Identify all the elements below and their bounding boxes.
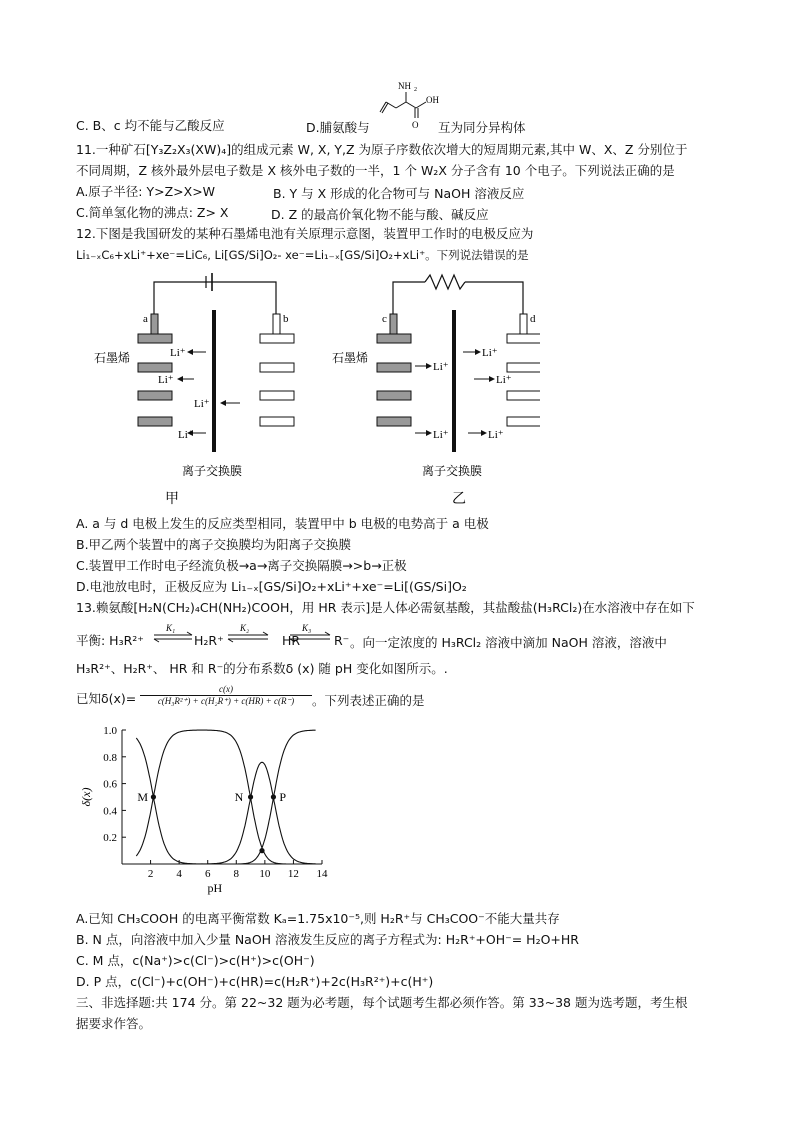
point-marker (271, 794, 276, 799)
y-axis-label: δ(x) (79, 787, 93, 807)
q13-species-hr: HR (282, 633, 301, 648)
li-jia-2: Li⁺ (158, 374, 174, 386)
q10-option-c: C. B、c 均不能与乙酸反应 (76, 118, 225, 133)
y-tick-label: 0.8 (103, 751, 117, 764)
series-line-3 (136, 762, 315, 864)
x-tick-label: 14 (316, 868, 328, 880)
li-yi-1: Li⁺ (433, 361, 449, 373)
q10-option-d: D.脯氨酸与 (306, 120, 370, 135)
graphene-label-yi: 石墨烯 (332, 351, 369, 365)
distribution-chart (76, 716, 336, 906)
q11-stem-1: 11.一种矿石[Y₃Z₂X₃(XW)₄]的组成元素 W, X, Y,Z 为原子序数依次增大的短周期元素,其中 W、X、Z 分别位于 (76, 142, 688, 157)
membrane-label-jia: 离子交换膜 (182, 464, 243, 478)
equilibrium-arrows (150, 622, 340, 652)
q13-option-a: A.已知 CH₃COOH 的电离平衡常数 Kₐ=1.75x10⁻⁵,则 H₂R⁺与 CH₃COO⁻不能大量共存 (76, 911, 560, 926)
nh2-sub: 2 (414, 87, 417, 93)
li-yi-3: Li⁺ (496, 374, 512, 386)
li-yi-4: Li⁺ (433, 429, 449, 441)
q13-option-d: D. P 点，c(Cl⁻)+c(OH⁻)+c(HR)=c(H₂R⁺)+2c(H₃R²⁺)+c(H⁺) (76, 974, 434, 989)
q13-option-c: C. M 点，c(Na⁺)>c(Cl⁻)>c(H⁺)>c(OH⁻) (76, 953, 315, 968)
x-tick-label: 4 (176, 868, 182, 880)
q12-stem-1: 12.下图是我国研发的某种石墨烯电池有关原理示意图，装置甲工作时的电极反应为 (76, 226, 534, 241)
molecule-structure (372, 78, 442, 134)
device-jia (138, 273, 294, 452)
device-yi (377, 275, 540, 452)
x-tick-label: 8 (233, 868, 240, 880)
q11-option-d: D. Z 的最高价氧化物不能与酸、碱反应 (271, 207, 489, 222)
q11-option-b: B. Y 与 X 形成的化合物可与 NaOH 溶液反应 (273, 186, 525, 201)
label-d: d (530, 313, 536, 325)
fraction-denominator: c(H₃R²⁺) + c(H₂R⁺) + c(HR) + c(R⁻) (157, 696, 295, 706)
point-marker (248, 794, 253, 799)
li-yi-5: Li⁺ (488, 429, 504, 441)
q12-option-a: A. a 与 d 电极上发生的反应类型相同，装置甲中 b 电极的电势高于 a 电极 (76, 516, 489, 531)
q10-option-d-tail: 互为同分异构体 (438, 120, 526, 135)
y-tick-label: 0.4 (103, 805, 117, 818)
y-tick-label: 1.0 (103, 725, 117, 737)
series-line-2 (136, 730, 315, 864)
q11-option-c: C.简单氢化物的沸点: Z> X (76, 205, 229, 220)
li-jia-3: Li⁺ (194, 398, 210, 410)
x-tick-label: 6 (204, 868, 211, 880)
q11-stem-2: 不同周期，Z 核外最外层电子数是 X 核外电子数的一半，1 个 W₂X 分子含有 10 个电子。下列说法正确的是 (76, 163, 675, 178)
o-label: O (412, 120, 419, 130)
q13-eq-prefix: 平衡: H₃R²⁺ (76, 633, 144, 648)
label-a: a (143, 313, 148, 325)
q13-stem-3: H₃R²⁺、H₂R⁺、 HR 和 R⁻的分布系数δ (x) 随 pH 变化如图所示。. (76, 661, 448, 676)
fraction (140, 684, 312, 707)
q13-species-r: R⁻ (334, 633, 350, 648)
point-label: P (279, 790, 287, 804)
point-label: M (137, 790, 149, 804)
point-marker (259, 848, 264, 853)
y-tick-label: 0.6 (103, 778, 117, 791)
membrane-label-yi: 离子交换膜 (422, 464, 483, 478)
q13-given-tail: 。下列表述正确的是 (312, 693, 425, 708)
section3-line-1: 三、非选择题:共 174 分。第 22~32 题为必考题，每个试题考生都必须作答。第 33~38 题为选考题，考生根 (76, 995, 688, 1010)
li-jia-1: Li⁺ (170, 347, 186, 359)
graphene-label-jia: 石墨烯 (94, 351, 131, 365)
y-tick-label: 0.2 (103, 832, 117, 845)
k1-label: K₁ (166, 623, 176, 633)
q13-eq-tail: 。向一定浓度的 H₃RCl₂ 溶液中滴加 NaOH 溶液，溶液中 (350, 635, 667, 650)
q13-stem-1: 13.赖氨酸[H₂N(CH₂)₄CH(NH₂)COOH，用 HR 表示]是人体必需氨基酸，其盐酸盐(H₃RCl₂)在水溶液中存在如下 (76, 600, 695, 615)
x-axis-label: pH (207, 881, 223, 895)
q12-option-d: D.电池放电时，正极反应为 Li₁₋ₓ[GS/Si]O₂+xLi⁺+xe⁻=Li[(GS/Si]O₂ (76, 579, 467, 594)
fraction-numerator: c(x) (140, 684, 312, 696)
k2-label: K₂ (240, 623, 250, 633)
q12-stem-2: Li₁₋ₓC₆+xLi⁺+xe⁻=LiC₆, Li[GS/Si]O₂- xe⁻=Li₁₋ₓ[GS/Si]O₂+xLi⁺。下列说法错误的是 (76, 248, 529, 262)
q13-option-b: B. N 点，向溶液中加入少量 NaOH 溶液发生反应的离子方程式为: H₂R⁺+OH⁻= H₂O+HR (76, 932, 579, 947)
series-line-1 (136, 738, 315, 864)
point-label: N (234, 790, 244, 804)
label-yi: 乙 (452, 492, 466, 507)
label-jia: 甲 (165, 492, 179, 507)
point-marker (151, 794, 156, 799)
q13-species-h2r: H₂R⁺ (194, 633, 224, 648)
x-tick-label: 2 (147, 868, 154, 880)
q13-given-prefix: 已知δ(x)= (76, 691, 137, 706)
section3-line-2: 据要求作答。 (76, 1016, 152, 1031)
battery-diagram (90, 270, 540, 510)
x-tick-label: 10 (259, 868, 271, 880)
label-b: b (283, 313, 289, 325)
oh-label: OH (426, 95, 439, 105)
label-c: c (382, 313, 387, 325)
nh2-label: NH (398, 81, 411, 91)
q11-option-a: A.原子半径: Y>Z>X>W (76, 184, 216, 199)
q12-option-c: C.装置甲工作时电子经流负极→a→离子交换隔膜→>b→正极 (76, 558, 407, 573)
li-jia-4: Li⁺ (178, 429, 194, 441)
q12-option-b: B.甲乙两个装置中的离子交换膜均为阳离子交换膜 (76, 537, 352, 552)
x-tick-label: 12 (287, 868, 299, 880)
k3-label: K₃ (302, 623, 312, 633)
series-line-4 (136, 730, 315, 864)
li-yi-2: Li⁺ (482, 347, 498, 359)
